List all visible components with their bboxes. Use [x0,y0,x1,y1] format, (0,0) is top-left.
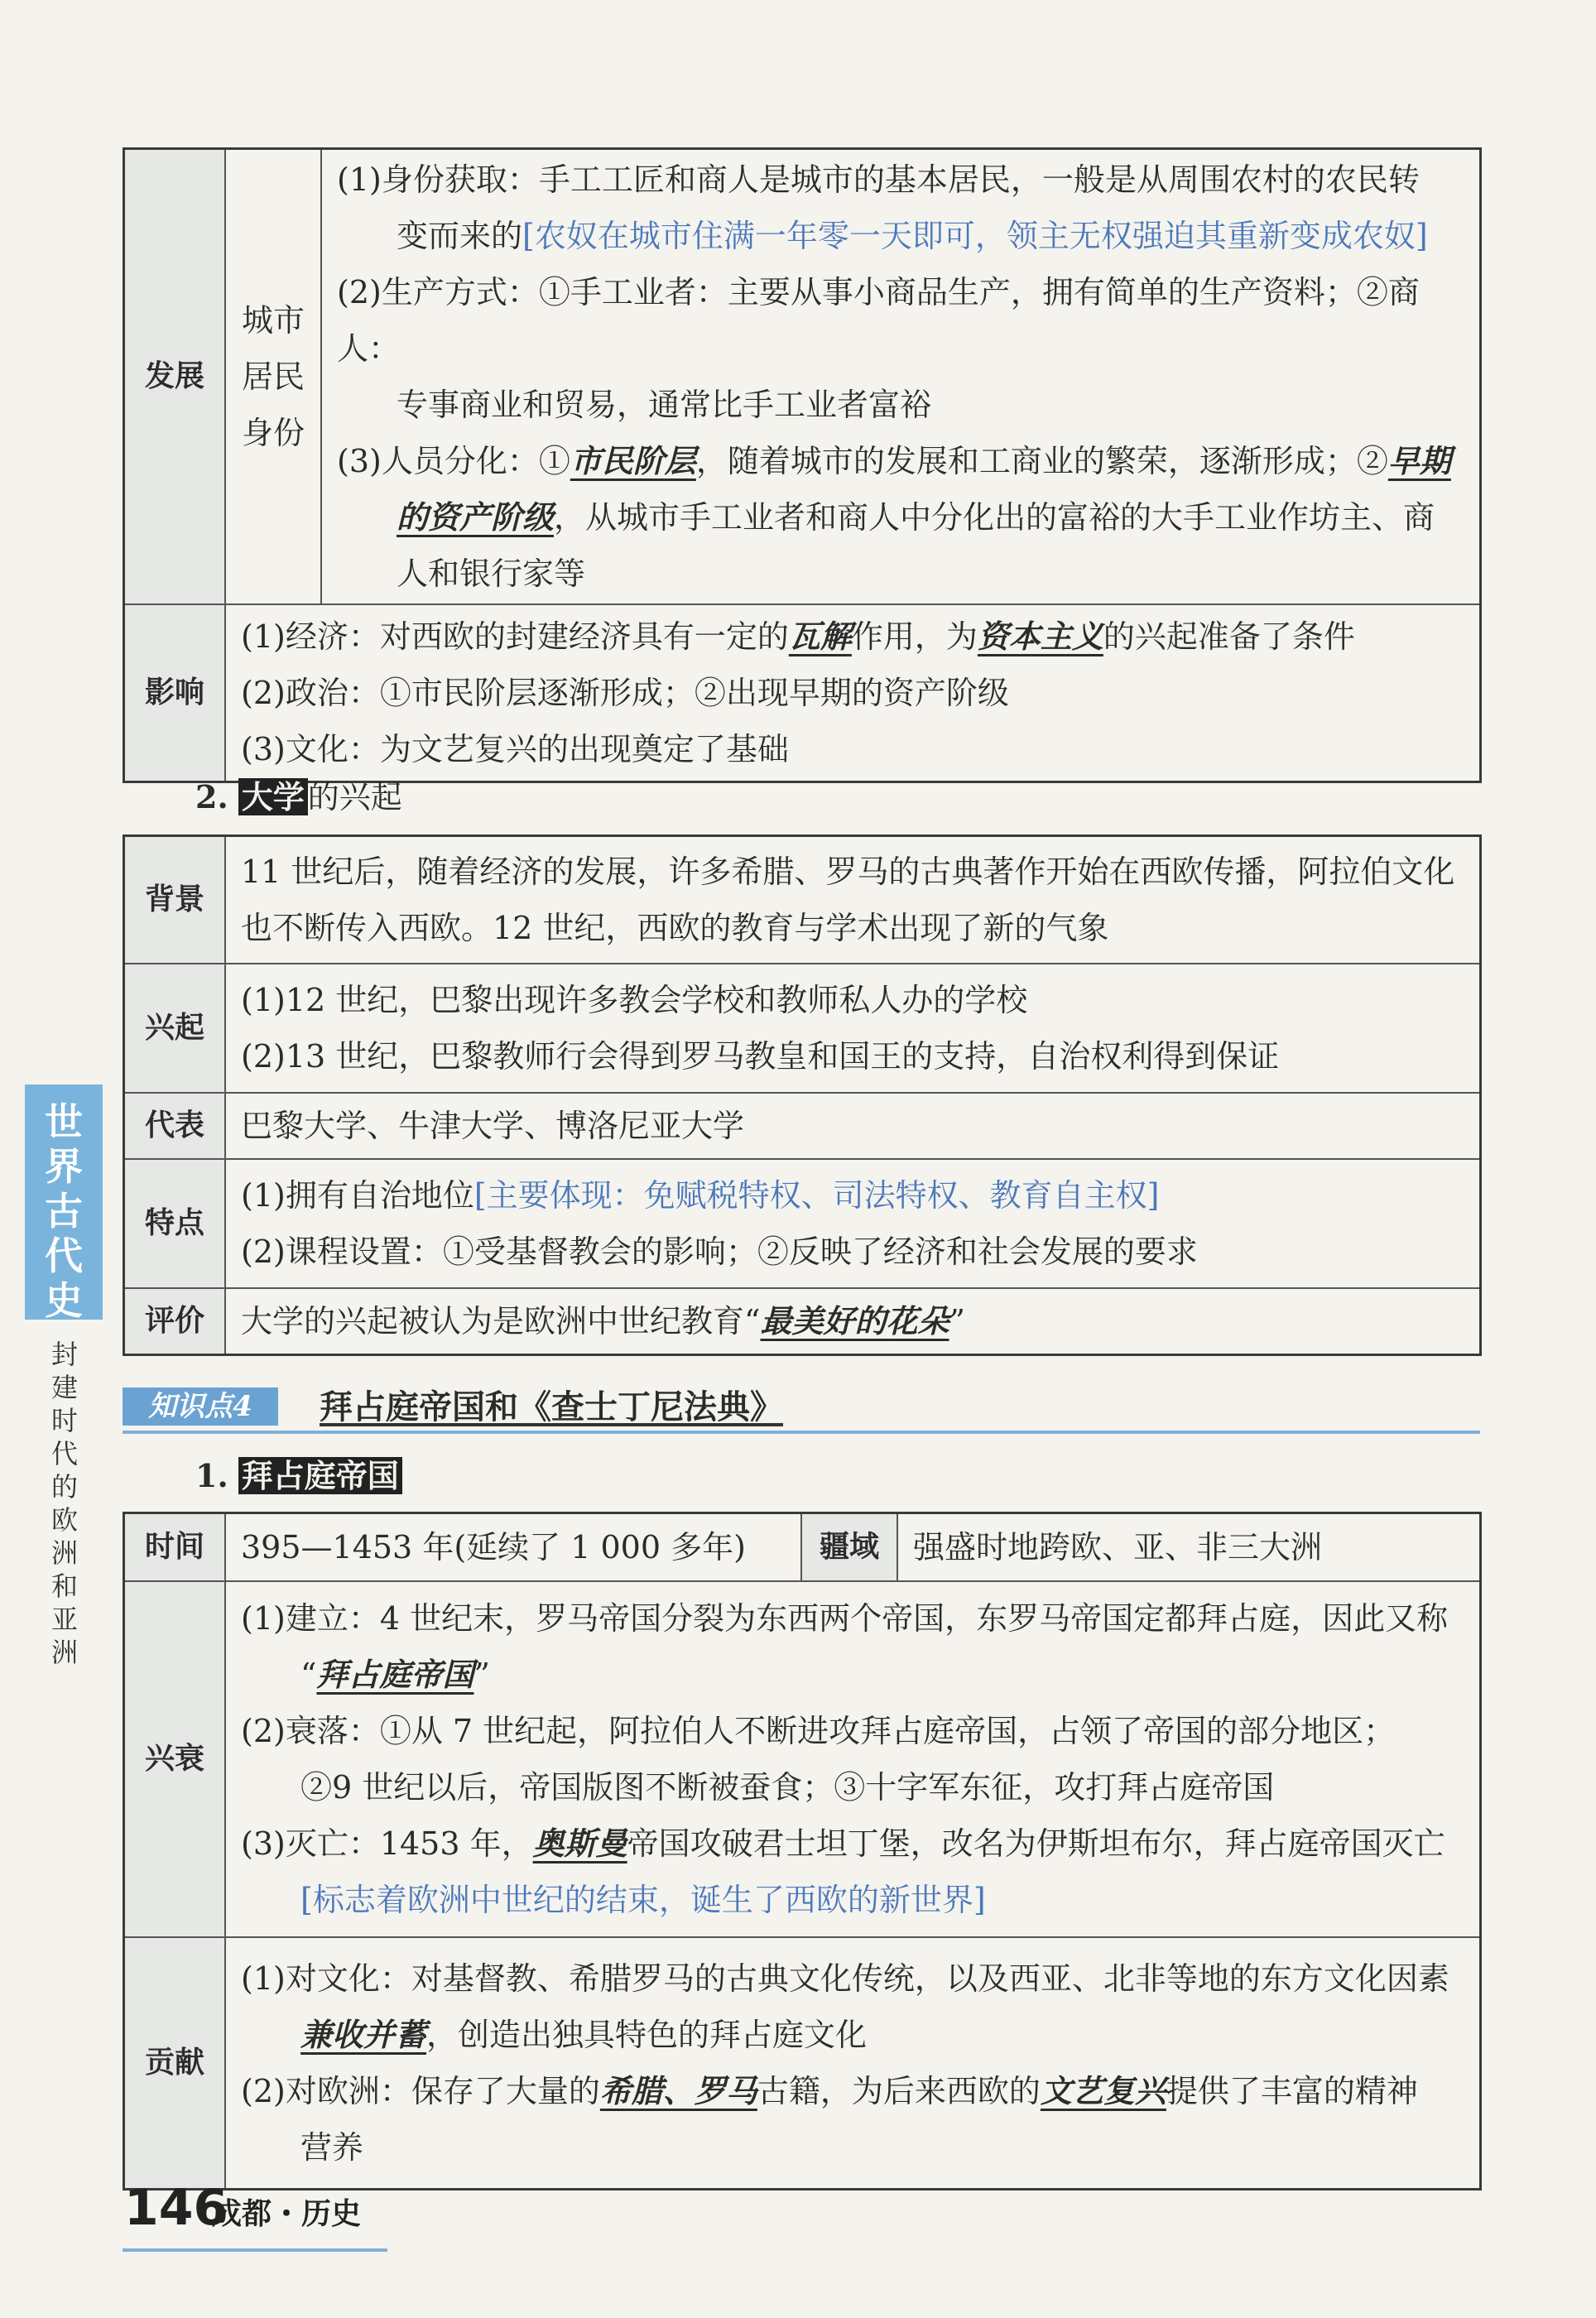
row-head-impact: 影响 [124,604,226,782]
handwritten-answer: 兼收并蓄 [300,2016,427,2053]
row-head-development: 发展 [124,149,226,605]
handwritten-answer: 资本主义 [977,618,1103,655]
section-title-university: 2. 大学 的兴起 [195,778,402,815]
page-number: 146 [124,2179,228,2237]
dev-line-3: (2)生产方式：①手工业者：主要从事小商品生产，拥有简单的生产资料；②商人： [337,274,1420,367]
handwritten-answer: 拜占庭帝国 [316,1656,474,1693]
impact-line-2: (2)政治：①市民阶层逐渐形成；②出现早期的资产阶级 [241,675,1009,711]
footer-accent-line [123,2248,387,2252]
blue-note: [主要体现：免赋税特权、司法特权、教育自主权] [474,1177,1160,1214]
table-university-rise [123,834,1482,1356]
side-tab-world-ancient-history: 世界古代史 [25,1084,103,1320]
evaluation-content: 大学的兴起被认为是欧洲中世纪教育“最美好的花朵” [225,1288,1481,1355]
handwritten-answer: 希腊、罗马 [599,2072,757,2109]
handwritten-answer: 的资产阶级 [397,498,555,536]
table-row [124,1093,1481,1159]
time-value: 395—1453 年(延续了 1 000 多年) [225,1513,801,1582]
sub-head-city-residents: 城市居民身份 [225,149,321,605]
row-head-territory: 疆域 [801,1513,897,1582]
dev-line-6: 的资产阶级，从城市手工业者和商人中分化出的富裕的大手工业作坊主、商 [397,498,1435,536]
impact-line-1: (1)经济：对西欧的封建经济具有一定的瓦解作用，为资本主义的兴起准备了条件 [241,618,1355,655]
blue-note: [标志着欧洲中世纪的结束，诞生了西欧的新世界] [300,1882,986,1918]
dev-line-1: (1)身份获取：手工工匠和商人是城市的基本居民，一般是从周围农村的农民转 [337,161,1420,198]
table-byzantine-empire [123,1512,1482,2191]
row-head-evaluation: 评价 [124,1288,226,1355]
row-head-contribution: 贡献 [124,1937,226,2190]
section-highlight: 拜占庭帝国 [238,1457,402,1494]
features-content: (1)拥有自治地位[主要体现：免赋税特权、司法特权、教育自主权] (2)课程设置：①受基督教会的影响；②反映了经济和社会发展的要求 [225,1159,1481,1288]
row-head-background: 背景 [124,836,226,964]
dev-line-2: 变而来的[农奴在城市住满一年零一天即可，领主无权强迫其重新变成农奴] [397,218,1428,254]
knowledge-point-title: 拜占庭帝国和《查士丁尼法典》 [320,1387,783,1426]
table-row [124,1581,1481,1937]
rise-fall-content: (1)建立：4 世纪末，罗马帝国分裂为东西两个帝国，东罗马帝国定都拜占庭，因此又称 “拜占庭帝国” (2)衰落：①从 7 世纪起，阿拉伯人不断进攻拜占庭帝国，占领了帝国的部分地区； ②9 世纪以后，帝国版图不断被蚕食；③十字军东征，攻打拜占庭帝国 (3)灭亡：1453 年，奥斯曼帝国攻破君士坦丁堡，改名为伊斯坦布尔，拜占庭帝国灭亡 [标志着欧洲中世纪的结束，诞生了西欧的新世界] [225,1581,1481,1937]
blue-note: [农奴在城市住满一年零一天即可，领主无权强迫其重新变成农奴] [522,218,1428,254]
handwritten-answer: 最美好的花朵 [760,1302,949,1339]
handwritten-answer: 奥斯曼 [532,1825,627,1862]
background-content: 11 世纪后，随着经济的发展，许多希腊、罗马的古典著作开始在西欧传播，阿拉伯文化 也不断传入西欧。12 世纪，西欧的教育与学术出现了新的气象 [225,836,1481,964]
section-title-byzantine: 1. 拜占庭帝国 [195,1450,402,1496]
table-row [124,1513,1481,1582]
row-head-features: 特点 [124,1159,226,1288]
knowledge-point-badge: 知识点4 [123,1387,278,1426]
handwritten-answer: 瓦解 [788,618,852,655]
row-head-rise-fall: 兴衰 [124,1581,226,1937]
footer-label: 成都・历史 [212,2197,362,2231]
rise-content: (1)12 世纪，巴黎出现许多教会学校和教师私人办的学校 (2)13 世纪，巴黎教师行会得到罗马教皇和国王的支持，自治权利得到保证 [225,964,1481,1093]
knowledge-point-banner [123,1384,1480,1434]
development-content [321,149,1481,605]
table-city-development [123,147,1482,783]
row-head-rise: 兴起 [124,964,226,1093]
representative-content: 巴黎大学、牛津大学、博洛尼亚大学 [225,1093,1481,1159]
side-chapter-text: 封建时代的欧洲和亚洲 [50,1339,78,1668]
impact-content [225,604,1481,782]
territory-value: 强盛时地跨欧、亚、非三大洲 [897,1513,1481,1582]
handwritten-answer: 早期 [1387,442,1451,479]
table-row [124,604,1481,782]
table-row [124,836,1481,964]
dev-line-7: 人和银行家等 [397,555,586,592]
table-row [124,1937,1481,2190]
row-head-time: 时间 [124,1513,226,1582]
table-row [124,1159,1481,1288]
handwritten-answer: 市民阶层 [570,442,696,479]
section-highlight: 大学 [238,778,308,815]
row-head-representative: 代表 [124,1093,226,1159]
dev-line-5: (3)人员分化：①市民阶层，随着城市的发展和工商业的繁荣，逐渐形成；②早期 [337,442,1451,479]
handwritten-answer: 文艺复兴 [1040,2072,1166,2109]
dev-line-4: 专事商业和贸易，通常比手工业者富裕 [397,387,932,423]
impact-line-3: (3)文化：为文艺复兴的出现奠定了基础 [241,731,789,767]
table-row [124,149,1481,605]
table-row [124,1288,1481,1355]
contribution-content: (1)对文化：对基督教、希腊罗马的古典文化传统，以及西亚、北非等地的东方文化因素 兼收并蓄，创造出独具特色的拜占庭文化 (2)对欧洲：保存了大量的希腊、罗马古籍，为后来西欧的文艺复兴提供了丰富的精神 营养 [225,1937,1481,2190]
table-row [124,964,1481,1093]
